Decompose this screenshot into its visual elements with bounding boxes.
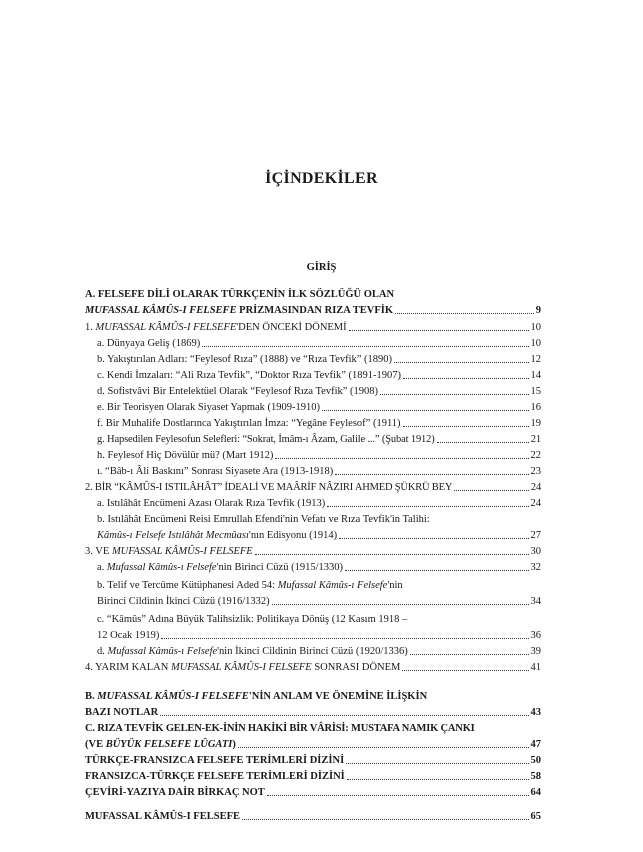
- toc-entry-e[interactable]: FRANSIZCA-TÜRKÇE FELSEFE TERİMLERİ DİZİNİ 58: [85, 771, 541, 782]
- toc-entry-a1c[interactable]: c. Kendi İmzaları: “Ali Rıza Tevfik”, “Doktor Rıza Tevfik” (1891-1907) 14: [97, 370, 541, 381]
- toc-entry-a1h[interactable]: h. Feylesof Hiç Dövülür mü? (Mart 1912) 22: [97, 450, 541, 461]
- toc-entry-a1[interactable]: 1. MUFASSAL KÂMÛS-I FELSEFE'DEN ÖNCEKİ DÖNEMİ 10: [85, 322, 541, 333]
- dot-leader: [322, 410, 528, 411]
- toc-entry-a1g[interactable]: g. Hapsedilen Feylesofun Selefleri: “Sokrat, İmâm-ı Âzam, Galile ...” (Şubat 1912) 21: [97, 434, 541, 445]
- dot-leader: [238, 747, 529, 748]
- dot-leader: [242, 819, 529, 820]
- page-number: 16: [530, 402, 541, 413]
- toc-entry-a4[interactable]: 4. YARIM KALAN MUFASSAL KÂMÛS-I FELSEFE SONRASI DÖNEM 41: [85, 662, 541, 673]
- dot-leader: [402, 670, 528, 671]
- toc-entry-a3[interactable]: 3. VE MUFASSAL KÂMÛS-I FELSEFE 30: [85, 546, 541, 557]
- page-number: 32: [530, 562, 541, 573]
- dot-leader: [327, 506, 528, 507]
- toc-entry-a1b[interactable]: b. Yakıştırılan Adları: “Feylesof Rıza” (1888) ve “Rıza Tevfik” (1890) 12: [97, 354, 541, 365]
- toc-entry-a1i[interactable]: ı. “Bâb-ı Âli Baskını” Sonrası Siyasete Ara (1913-1918) 23: [97, 466, 541, 477]
- dot-leader: [454, 490, 529, 491]
- page-number: 27: [530, 530, 541, 541]
- toc-entry-c-line1[interactable]: C. RIZA TEVFİK GELEN-EK-İNİN HAKİKİ BİR VÂRİSİ: MUSTAFA NAMIK ÇANKI: [85, 723, 475, 734]
- page-number: 21: [530, 434, 541, 445]
- toc-entry-a3a[interactable]: a. Mufassal Kâmûs-ı Felsefe'nin Birinci Cüzü (1915/1330) 32: [97, 562, 541, 573]
- toc-entry-f[interactable]: ÇEVİRİ-YAZIYA DAİR BİRKAÇ NOT 64: [85, 787, 541, 798]
- toc-entry-a3b-line1[interactable]: b. Telif ve Tercüme Kütüphanesi Aded 54: Mufassal Kâmûs-ı Felsefe'nin: [97, 580, 403, 591]
- page-number: 47: [530, 739, 541, 750]
- dot-leader: [403, 378, 529, 379]
- page-number: 41: [530, 662, 541, 673]
- page-number: 43: [530, 707, 541, 718]
- dot-leader: [394, 362, 528, 363]
- page-number: 36: [530, 630, 541, 641]
- dot-leader: [161, 638, 528, 639]
- dot-leader: [346, 763, 528, 764]
- toc-entry-a2[interactable]: 2. BİR “KÂMÛS-I ISTILÂHÂT” İDEALİ VE MAÂRİF NÂZIRI AHMED ŞÜKRÜ BEY 24: [85, 482, 541, 493]
- page-number: 65: [530, 811, 541, 822]
- toc-entry-c[interactable]: (VE BÜYÜK FELSEFE LÛGATI) 47: [85, 739, 541, 750]
- page-number: 23: [530, 466, 541, 477]
- page-number: 24: [530, 482, 541, 493]
- toc-entry-a-line1[interactable]: A. FELSEFE DİLİ OLARAK TÜRKÇENİN İLK SÖZLÜĞÜ OLAN: [85, 289, 395, 300]
- dot-leader: [349, 330, 529, 331]
- toc-entry-a3b[interactable]: Birinci Cildinin İkinci Cüzü (1916/1332) 34: [97, 596, 541, 607]
- toc-entry-a1e[interactable]: e. Bir Teorisyen Olarak Siyaset Yapmak (1909-1910) 16: [97, 402, 541, 413]
- page-title: İÇİNDEKİLER: [265, 170, 378, 187]
- toc-entry-a1d[interactable]: d. Sofistvâvi Bir Entelektüel Olarak “Feylesof Rıza Tevfik” (1908) 15: [97, 386, 541, 397]
- page-number: 15: [530, 386, 541, 397]
- dot-leader: [202, 346, 528, 347]
- dot-leader: [345, 570, 529, 571]
- dot-leader: [410, 654, 529, 655]
- page-number: 10: [530, 322, 541, 333]
- dot-leader: [160, 715, 528, 716]
- toc-entry-b[interactable]: BAZI NOTLAR 43: [85, 707, 541, 718]
- page-number: 58: [530, 771, 541, 782]
- dot-leader: [347, 779, 529, 780]
- dot-leader: [395, 313, 534, 314]
- toc-entry-a2a[interactable]: a. Istılâhât Encümeni Azası Olarak Rıza Tevfik (1913) 24: [97, 498, 541, 509]
- dot-leader: [339, 538, 528, 539]
- toc-entry-a1a[interactable]: a. Dünyaya Geliş (1869) 10: [97, 338, 541, 349]
- toc-entry-b-line1[interactable]: B. MUFASSAL KÂMÛS-I FELSEFE'NİN ANLAM VE ÖNEMİNE İLİŞKİN: [85, 691, 428, 702]
- page-number: 14: [530, 370, 541, 381]
- page-number: 34: [530, 596, 541, 607]
- toc-entry-a3d[interactable]: d. Mufassal Kâmûs-ı Felsefe'nin İkinci Cildinin Birinci Cüzü (1920/1336) 39: [97, 646, 541, 657]
- toc-entry-a2b-line1[interactable]: b. Istılâhât Encümeni Reisi Emrullah Efendi'nin Vefatı ve Rıza Tevfik'in Talihi:: [97, 514, 430, 525]
- page-number: 30: [530, 546, 541, 557]
- dot-leader: [437, 442, 529, 443]
- toc-entry-g[interactable]: MUFASSAL KÂMÛS-I FELSEFE 65: [85, 811, 541, 822]
- dot-leader: [275, 458, 528, 459]
- dot-leader: [267, 795, 529, 796]
- toc-entry-a3c-line1[interactable]: c. “Kâmûs” Adına Büyük Talihsizlik: Politikaya Dönüş (12 Kasım 1918 –: [97, 614, 408, 625]
- page-number: 12: [530, 354, 541, 365]
- page-number: 24: [530, 498, 541, 509]
- page-number: 50: [530, 755, 541, 766]
- dot-leader: [403, 426, 529, 427]
- dot-leader: [380, 394, 528, 395]
- page-number: 64: [530, 787, 541, 798]
- toc-entry-a1f[interactable]: f. Bir Muhalife Dostlarınca Yakıştırılan İmza: “Yegâne Feylesof” (1911) 19: [97, 418, 541, 429]
- page-number: 9: [535, 305, 541, 316]
- page-number: 39: [530, 646, 541, 657]
- dot-leader: [272, 604, 529, 605]
- page-number: 19: [530, 418, 541, 429]
- page-number: 22: [530, 450, 541, 461]
- section-heading: GİRİŞ: [306, 262, 337, 273]
- dot-leader: [335, 474, 528, 475]
- toc-entry-a[interactable]: MUFASSAL KÂMÛS-I FELSEFE PRİZMASINDAN RIZA TEVFİK 9: [85, 305, 541, 316]
- page-number: 10: [530, 338, 541, 349]
- toc-entry-a3c[interactable]: 12 Ocak 1919) 36: [97, 630, 541, 641]
- toc-entry-a2b[interactable]: Kâmûs-ı Felsefe Istılâhât Mecmûası'nın Edisyonu (1914) 27: [97, 530, 541, 541]
- toc-entry-d[interactable]: TÜRKÇE-FRANSIZCA FELSEFE TERİMLERİ DİZİNİ 50: [85, 755, 541, 766]
- dot-leader: [255, 554, 529, 555]
